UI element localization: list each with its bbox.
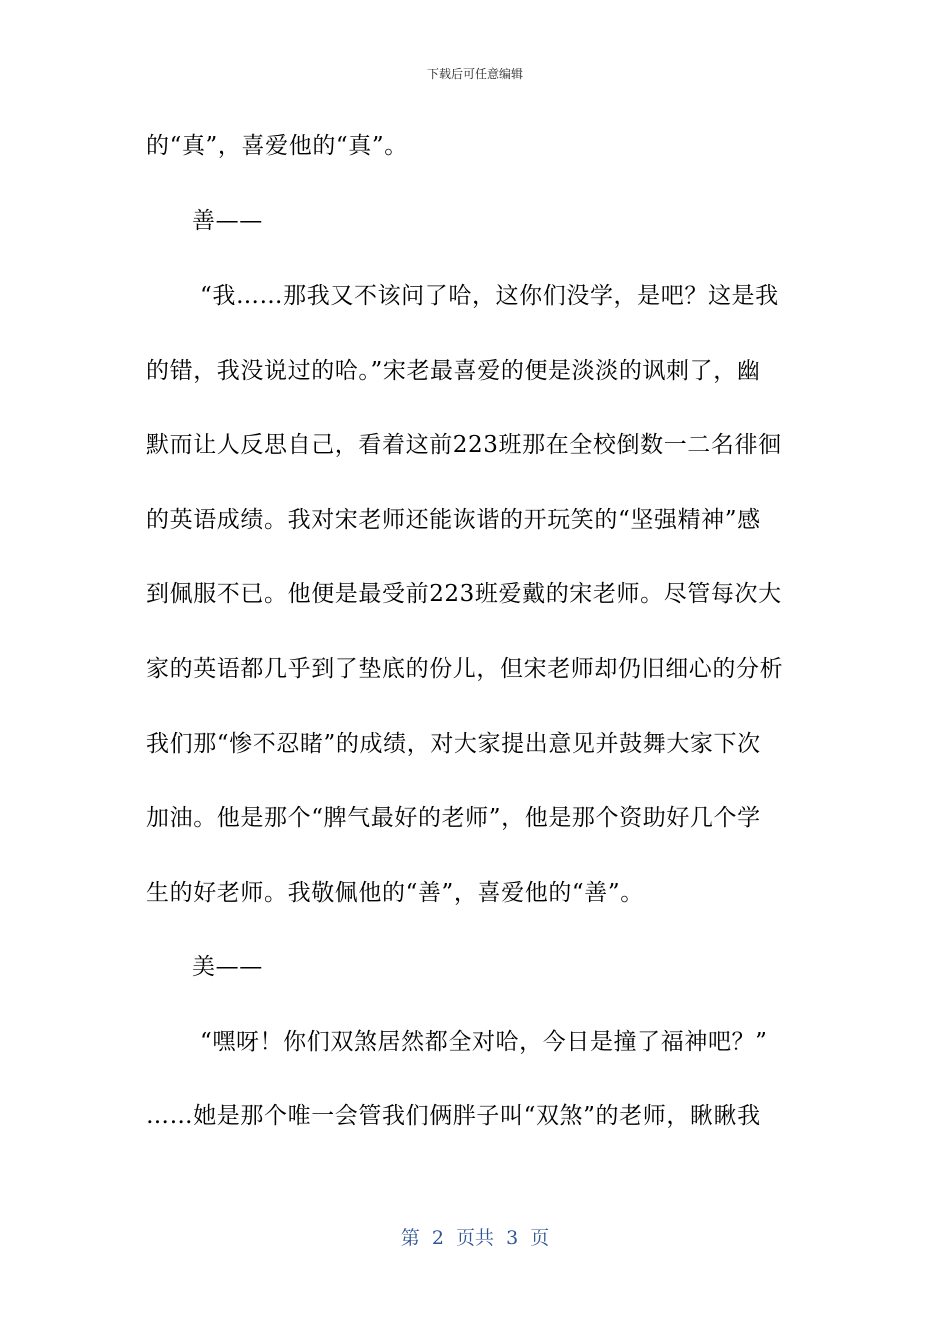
section-heading-shan: 善—— xyxy=(192,208,263,234)
section-heading-mei: 美—— xyxy=(192,954,263,980)
page-header: 下载后可任意编辑 xyxy=(426,67,523,81)
body-line: 生的好老师。我敬佩他的“善”，喜爱他的“善”。 xyxy=(146,880,644,906)
body-line: 的英语成绩。我对宋老师还能诙谐的开玩笑的“坚强精神”感 xyxy=(146,507,761,533)
body-line: “我……那我又不该问了哈，这你们没学，是吧？这是我 xyxy=(200,283,779,309)
body-line: 默而让人反思自己，看着这前223班那在全校倒数一二名徘徊 xyxy=(146,432,782,458)
body-line: “嘿呀！你们双煞居然都全对哈，今日是撞了福神吧？” xyxy=(200,1029,768,1055)
body-line: 家的英语都几乎到了垫底的份儿，但宋老师却仍旧细心的分析 xyxy=(146,656,784,682)
body-line: 加油。他是那个“脾气最好的老师”，他是那个资助好几个学 xyxy=(146,805,761,831)
body-line: 我们那“惨不忍睹”的成绩，对大家提出意见并鼓舞大家下次 xyxy=(146,731,761,757)
body-line: 到佩服不已。他便是最受前223班爱戴的宋老师。尽管每次大 xyxy=(146,581,782,607)
body-line: ……她是那个唯一会管我们俩胖子叫“双煞”的老师，瞅瞅我 xyxy=(146,1103,761,1129)
page-footer: 第 2 页共 3 页 xyxy=(400,1227,550,1249)
body-line: 的“真”，喜爱他的“真”。 xyxy=(146,133,408,159)
body-line: 的错，我没说过的哈。”宋老最喜爱的便是淡淡的讽刺了，幽 xyxy=(146,358,761,384)
